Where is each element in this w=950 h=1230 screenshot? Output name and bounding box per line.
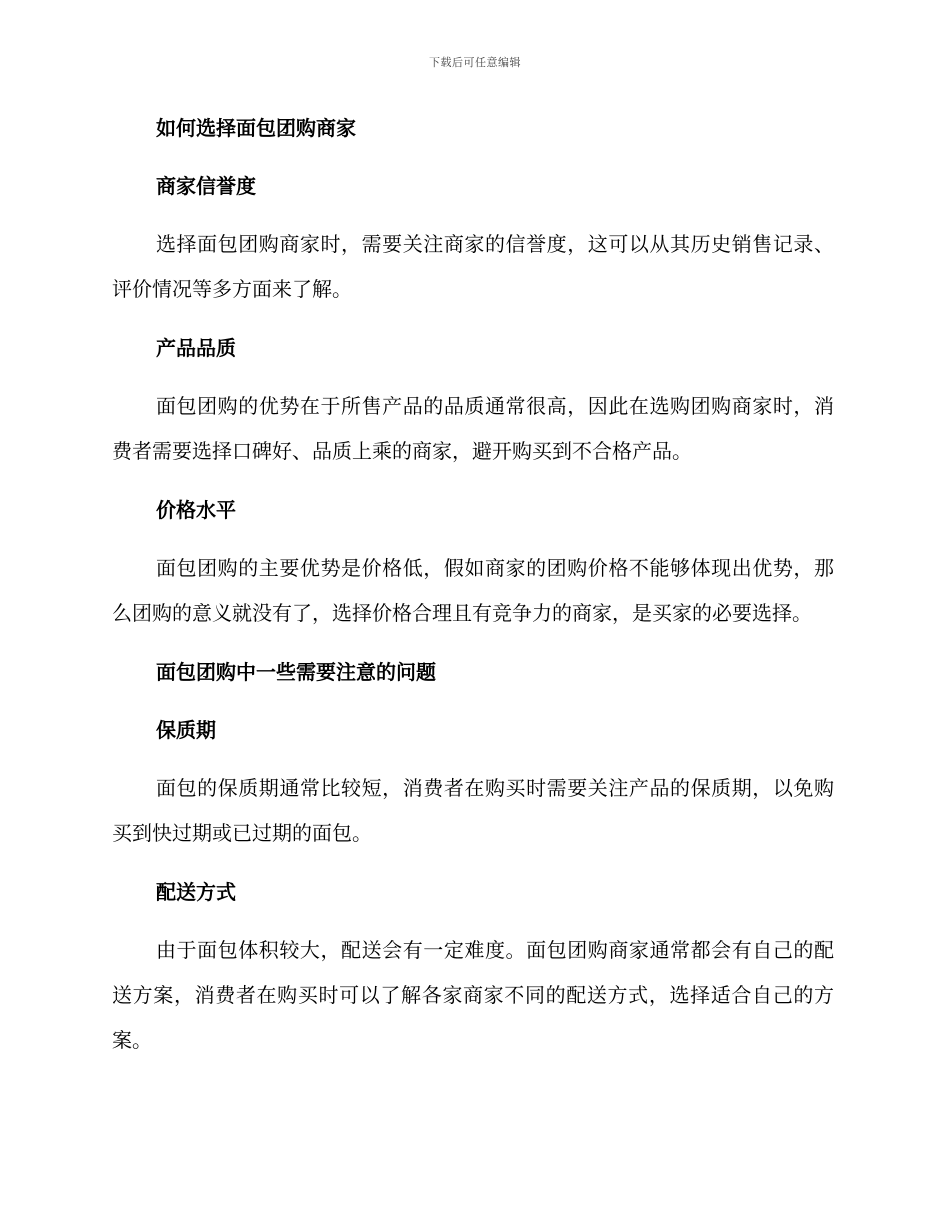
heading-delivery: 配送方式 (156, 880, 236, 904)
paragraph-shelf-life: 面包的保质期通常比较短，消费者在购买时需要关注产品的保质期，以免购买到快过期或已过期的面包。 (112, 776, 834, 845)
paragraph-quality: 面包团购的优势在于所售产品的品质通常很高，因此在选购团购商家时，消费者需要选择口碑好、品质上乘的商家，避开购买到不合格产品。 (112, 394, 834, 463)
paragraph-price: 面包团购的主要优势是价格低，假如商家的团购价格不能够体现出优势，那么团购的意义就没有了，选择价格合理且有竞争力的商家，是买家的必要选择。 (112, 556, 834, 625)
paragraph-reputation: 选择面包团购商家时，需要关注商家的信誉度，这可以从其历史销售记录、评价情况等多方面来了解。 (112, 232, 834, 301)
heading-choose-merchant: 如何选择面包团购商家 (156, 116, 356, 140)
heading-issues: 面包团购中一些需要注意的问题 (156, 660, 436, 684)
paragraph-delivery: 由于面包体积较大，配送会有一定难度。面包团购商家通常都会有自己的配送方案，消费者在购买时可以了解各家商家不同的配送方式，选择适合自己的方案。 (112, 938, 834, 1052)
document-body (112, 112, 834, 1083)
heading-price: 价格水平 (156, 498, 236, 522)
heading-shelf-life: 保质期 (156, 718, 216, 742)
heading-reputation: 商家信誉度 (156, 174, 256, 198)
page-header: 下载后可任意编辑 (429, 56, 521, 69)
heading-quality: 产品品质 (156, 336, 236, 360)
